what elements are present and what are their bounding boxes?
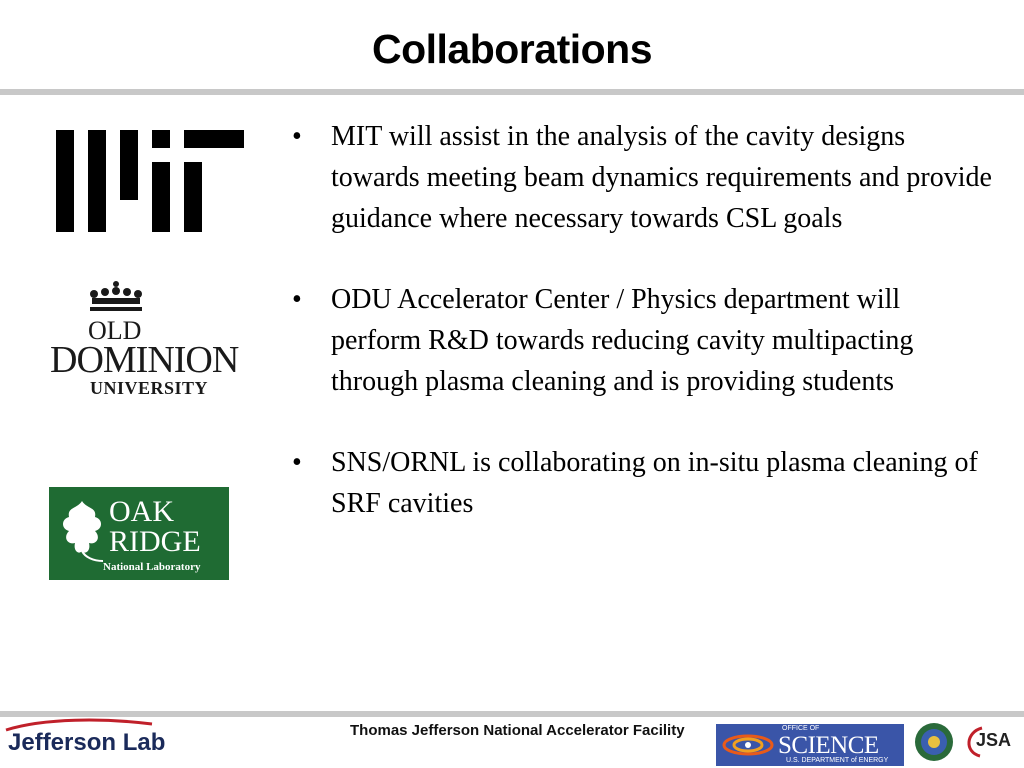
odu-line-dominion: DOMINION: [50, 339, 239, 381]
jsa-label: JSA: [976, 730, 1012, 750]
bullet-dot: •: [292, 121, 302, 152]
science-word: SCIENCE: [778, 732, 879, 759]
header-divider: [0, 89, 1024, 95]
science-atom-icon: [722, 730, 774, 760]
bullet-text: SNS/ORNL is collaborating on in-situ plasma cleaning of SRF cavities: [331, 447, 978, 519]
bullet-dot: •: [292, 284, 302, 315]
ornl-line-lab: National Laboratory: [103, 561, 201, 573]
ornl-line-oak: OAK: [109, 495, 174, 528]
office-of-science-logo: [716, 724, 904, 766]
odu-line-old: OLD: [88, 316, 142, 345]
bullet-item: [292, 442, 992, 524]
odu-logo: [50, 280, 239, 400]
science-office-label: OFFICE OF: [782, 725, 820, 732]
slide-title: Collaborations: [371, 26, 653, 72]
bullet-item: [292, 116, 992, 239]
odu-line-university: UNIVERSITY: [90, 378, 209, 398]
science-dept-label: U.S. DEPARTMENT of ENERGY: [786, 757, 889, 764]
ornl-logo: [49, 487, 229, 580]
jsa-logo: [962, 722, 1020, 762]
footer-divider: [0, 711, 1024, 717]
bullet-text: MIT will assist in the analysis of the cavity designs towards meeting beam dynamics requirements and provide guidance where necessary towards CSL goals: [331, 121, 992, 234]
facility-name: Thomas Jefferson National Accelerator Facility: [350, 722, 685, 739]
bullet-dot: •: [292, 447, 302, 478]
jefferson-lab-logo: Jefferson Lab: [8, 729, 166, 756]
bullet-text: ODU Accelerator Center / Physics department will perform R&D towards reducing cavity multipacting through plasma cleaning and is providing students: [331, 284, 914, 397]
oak-leaf-icon: [57, 499, 107, 563]
ornl-line-ridge: RIDGE: [109, 525, 201, 558]
doe-seal-icon: [914, 722, 954, 762]
bullet-list: [292, 116, 992, 564]
bullet-item: [292, 279, 992, 402]
mit-logo-icon: [56, 130, 244, 232]
crown-icon: [86, 280, 146, 314]
